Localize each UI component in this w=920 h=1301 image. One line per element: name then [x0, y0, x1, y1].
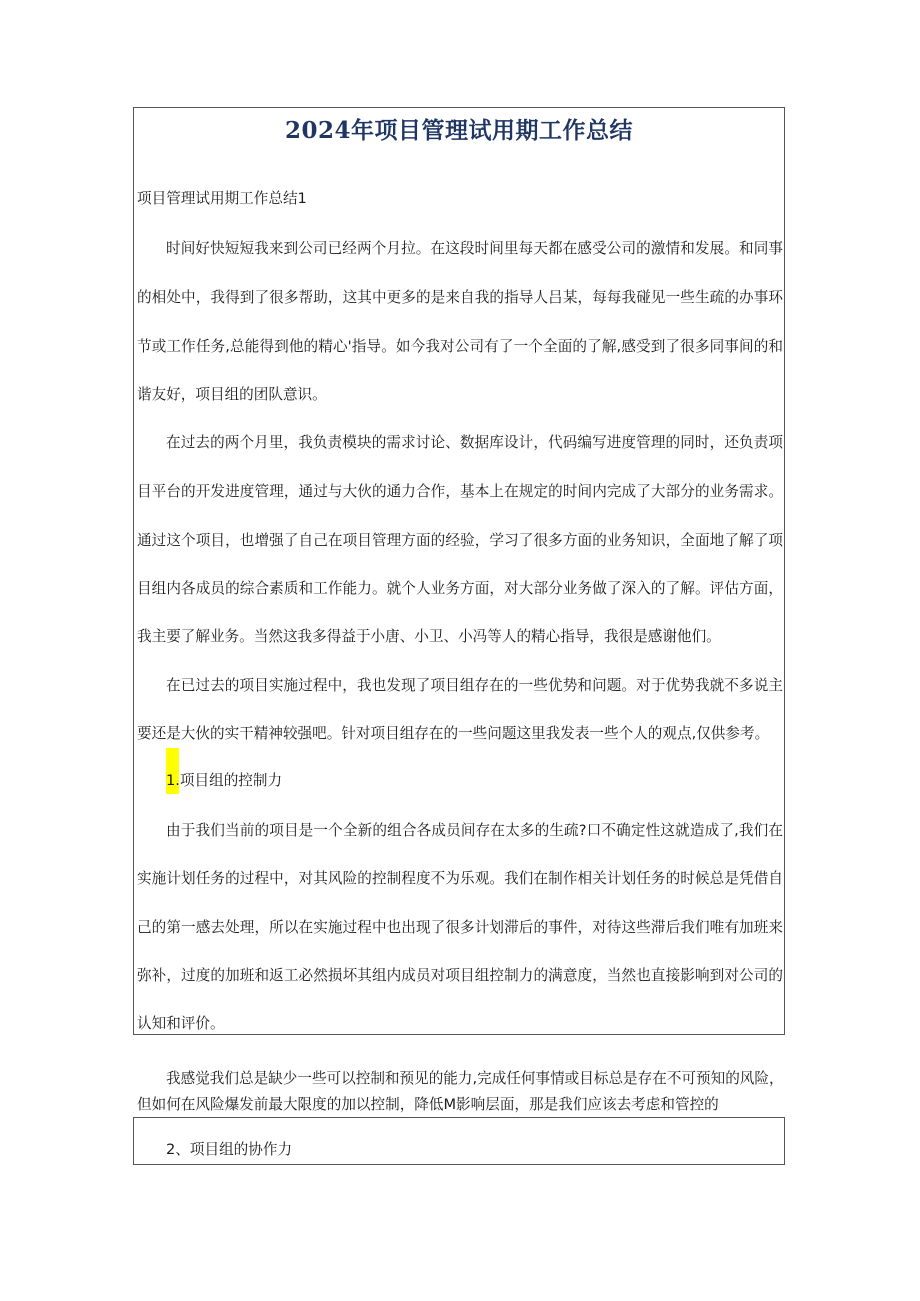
section-subtitle: 项目管理试用期工作总结1 — [137, 190, 307, 207]
paragraph-line: 我主要了解业务。当然这我多得益于小唐、小卫、小冯等人的精心指导，我很是感谢他们。 — [137, 628, 721, 645]
paragraph-line: 的相处中，我得到了很多帮助，这其中更多的是来自我的指导人吕某，每每我碰见一些生疏的办事环 — [137, 289, 783, 306]
paragraph-line: 己的第一感去处理，所以在实施过程中也出现了很多计划滞后的事件，对待这些滞后我们唯有加班来 — [137, 919, 783, 936]
paragraph-line: 由于我们当前的项目是一个全新的组合各成员间存在太多的生疏?口不确定性这就造成了,我们在 — [166, 822, 783, 839]
paragraph-line: 节或工作任务,总能得到他的精心'指导。如今我对公司有了一个全面的了解,感受到了很多同事间的和 — [137, 338, 783, 355]
paragraph-line: 通过这个项目，也增强了自己在项目管理方面的经验，学习了很多方面的业务知识，全面地了解了项 — [137, 532, 783, 549]
paragraph-line: 目平台的开发进度管理，通过与大伙的通力合作，基本上在规定的时间内完成了大部分的业务需求。 — [137, 483, 783, 500]
paragraph-line: 弥补，过度的加班和返工必然损坏其组内成员对项目组控制力的满意度，当然也直接影响到对公司的 — [137, 967, 783, 984]
paragraph-line: 我感觉我们总是缺少一些可以控制和预见的能力,完成任何事情或目标总是存在不可预知的风险， — [166, 1070, 784, 1087]
paragraph-line: 要还是大伙的实干精神较强吧。针对项目组存在的一些问题这里我发表一些个人的观点,仅供参考。 — [137, 725, 770, 742]
paragraph-line: 在过去的两个月里，我负责模块的需求讨论、数据库设计，代码编写进度管理的同时，还负责项 — [166, 434, 783, 451]
paragraph-line: 但如何在风险爆发前最大限度的加以控制，降低M影响层面，那是我们应该去考虑和管控的 — [137, 1096, 719, 1113]
paragraph-line: 时间好快短短我来到公司已经两个月拉。在这段时间里每天都在感受公司的激情和发展。和同事 — [166, 240, 783, 257]
document-title: 2024年项目管理试用期工作总结 — [284, 117, 633, 144]
paragraph-line: 实施计划任务的过程中，对其风险的控制程度不为乐观。我们在制作相关计划任务的时候总是凭借自 — [137, 870, 783, 887]
paragraph-line: 谐友好，项目组的团队意识。 — [137, 386, 327, 403]
section-heading: 1.项目组的控制力 — [166, 772, 283, 789]
paragraph-line: 目组内各成员的综合素质和工作能力。就个人业务方面，对大部分业务做了深入的了解。评估方面， — [137, 580, 783, 597]
paragraph-line: 在已过去的项目实施过程中，我也发现了项目组存在的一些优势和问题。对于优势我就不多说主 — [166, 677, 783, 694]
section-heading: 2、项目组的协作力 — [166, 1141, 293, 1158]
paragraph-line: 认知和评价。 — [137, 1015, 225, 1032]
